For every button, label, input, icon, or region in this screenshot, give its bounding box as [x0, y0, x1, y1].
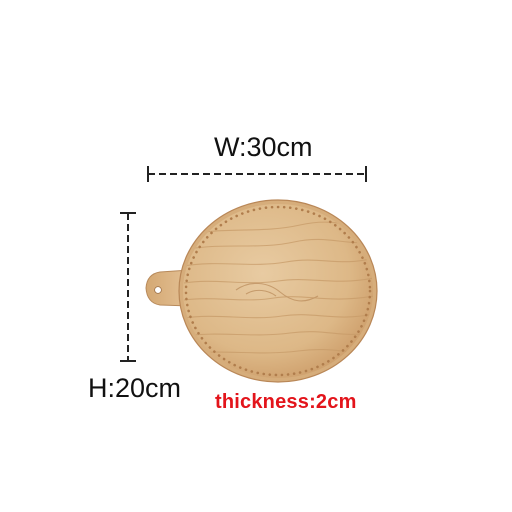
wooden-board: [146, 200, 377, 382]
width-dimension-line: [148, 166, 366, 182]
height-dimension-line: [120, 213, 136, 361]
width-label: W:30cm: [214, 132, 313, 162]
height-label: H:20cm: [88, 373, 182, 403]
handle-hole: [155, 287, 162, 294]
thickness-label: thickness:2cm: [215, 391, 357, 413]
